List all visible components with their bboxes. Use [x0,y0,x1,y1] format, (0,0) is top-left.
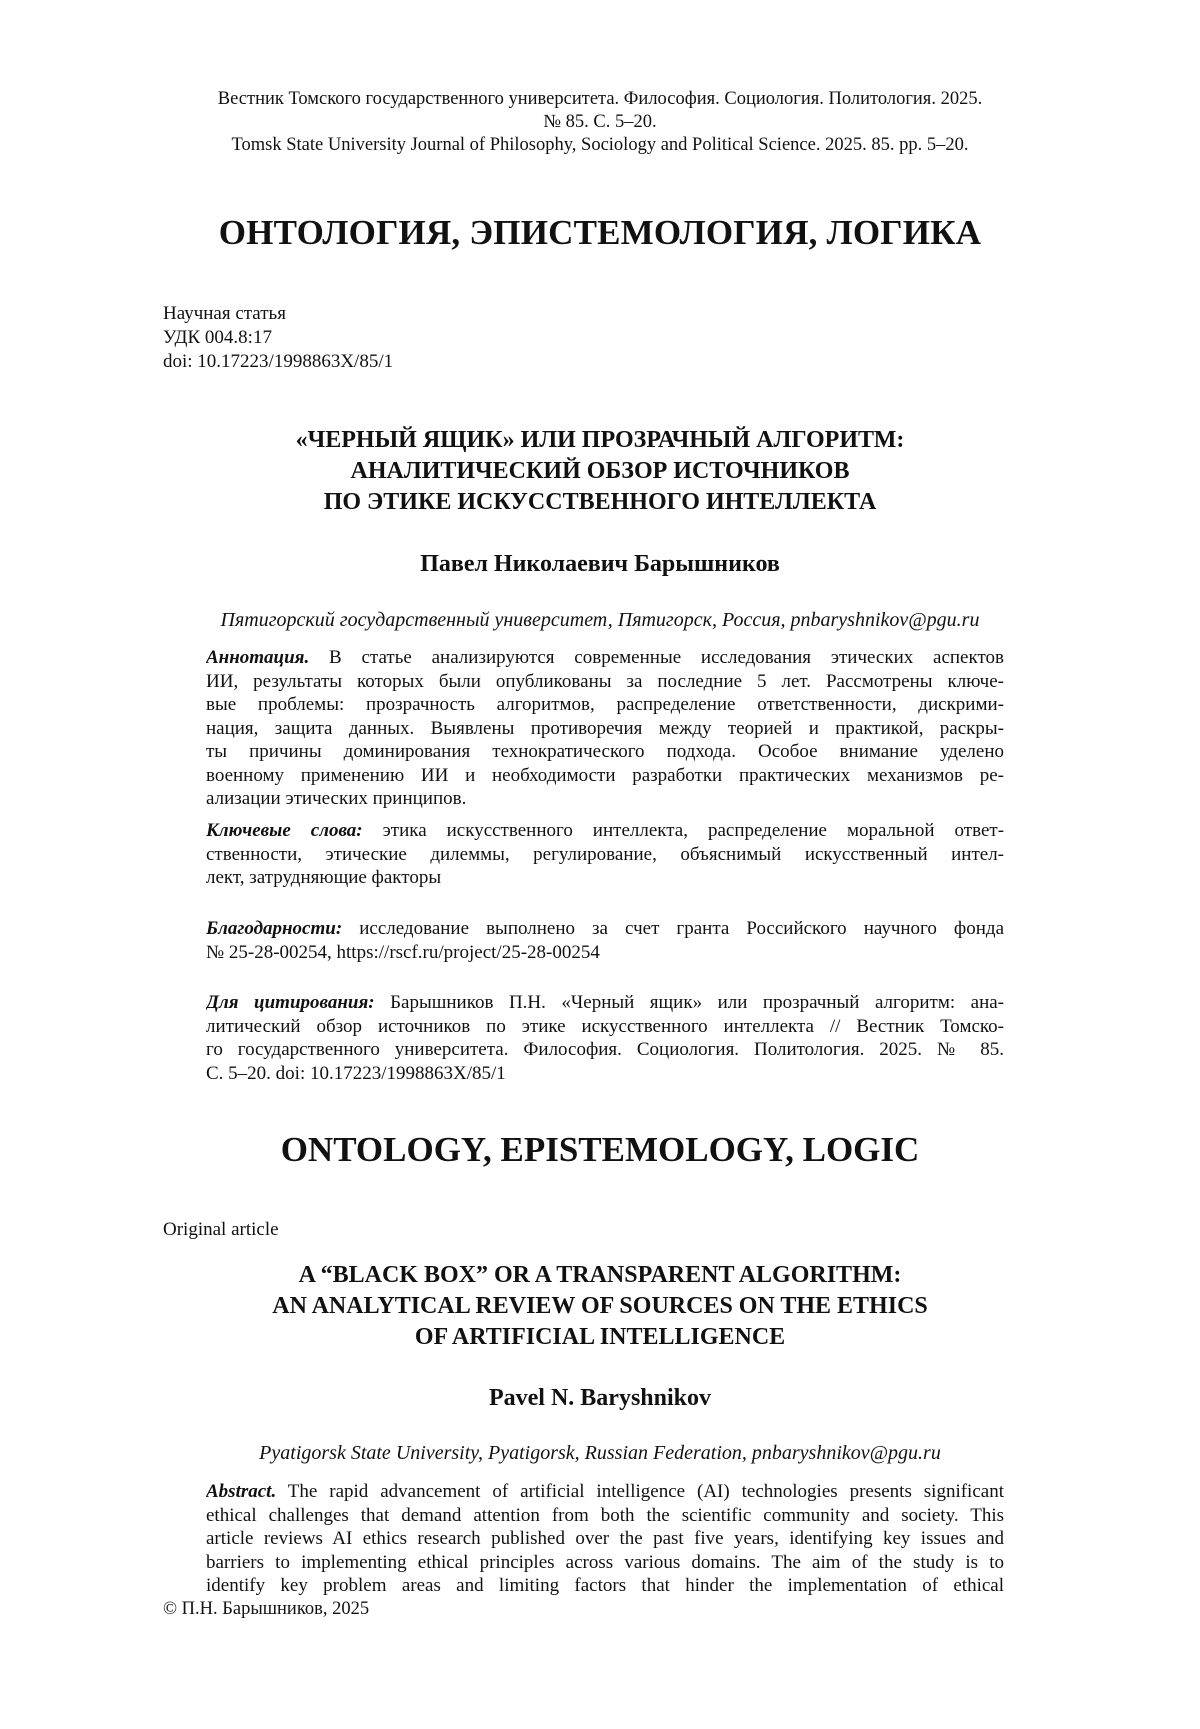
abstract-text-line: ализации этических принципов. [206,788,467,809]
abstract-ru [206,646,1004,811]
article-meta-ru [163,302,393,374]
affiliation-ru: Пятигорский государственный университет, Пятигорск, Россия, pnbaryshnikov@pgu.ru [220,609,980,631]
cite-text-line: С. 5–20. doi: 10.17223/1998863X/85/1 [206,1062,506,1084]
author-name-ru: Павел Николаевич Барышников [420,551,780,577]
article-title-en [0,1260,1200,1353]
journal-line-3: Tomsk State University Journal of Philosophy, Sociology and Political Science. 2025. 85. pp. 5–20. [231,135,969,155]
abstract-label-ru: Аннотация. [206,647,310,668]
title-line: АНАЛИТИЧЕСКИЙ ОБЗОР ИСТОЧНИКОВ [350,458,850,484]
cite-text-line: го государственного университета. Философия. Социология. Политология. 2025. № 85. [206,1039,1004,1060]
title-line: «ЧЕРНЫЙ ЯЩИК» ИЛИ ПРОЗРАЧНЫЙ АЛГОРИТМ: [295,427,905,453]
ack-text-line: исследование выполнено за счет гранта Российского научного фонда [359,918,1004,939]
journal-line-1: Вестник Томского государственного университета. Философия. Социология. Политология. 2025. [217,89,983,109]
ack-text-line[interactable]: № 25-28-00254, https://rscf.ru/project/25-28-00254 [206,941,600,963]
abstract-text-line: ИИ, результаты которых были опубликованы за последние 5 лет. Рассмотрены ключе- [206,670,1004,692]
keywords-label-ru: Ключевые слова: [206,820,363,841]
udk-code: УДК 004.8:17 [163,327,272,348]
abstract-en [206,1480,1004,1598]
abstract-label-en: Abstract. [206,1481,277,1502]
keywords-text-line: ственности, этические дилеммы, регулирование, объяснимый искусственный интел- [206,843,1004,865]
keywords-text-line: лект, затрудняющие факторы [206,867,442,888]
abstract-text-line: identify key problem areas and limiting factors that hinder the implementation of ethical [206,1575,1004,1596]
abstract-text-line: военному применению ИИ и необходимости разработки практических механизмов ре- [206,764,1004,786]
section-heading-ru: ОНТОЛОГИЯ, ЭПИСТЕМОЛОГИЯ, ЛОГИКА [218,213,982,252]
ack-label-ru: Благодарности: [206,918,343,939]
citation-ru [206,991,1004,1085]
abstract-text-line: The rapid advancement of artificial intelligence (AI) technologies presents significant [287,1481,1004,1502]
abstract-text-line: ты причины доминирования технократического подхода. Особое внимание уделено [206,741,1004,762]
cite-label-ru: Для цитирования: [206,992,375,1013]
acknowledgements-ru [206,917,1004,964]
title-line: AN ANALYTICAL REVIEW OF SOURCES ON THE ETHICS [272,1293,928,1319]
abstract-text-line: нация, защита данных. Выявлены противоречия между теорией и практикой, раскры- [206,717,1004,739]
article-title-ru [0,425,1200,518]
journal-header [150,88,1050,157]
abstract-text-line: вые проблемы: прозрачность алгоритмов, распределение ответственности, дискрими- [206,694,1004,715]
cite-text-line: литический обзор источников по этике искусственного интеллекта // Вестник Томско- [206,1015,1004,1037]
section-heading-en: ONTOLOGY, EPISTEMOLOGY, LOGIC [280,1130,920,1169]
affiliation-en: Pyatigorsk State University, Pyatigorsk, Russian Federation, pnbaryshnikov@pgu.ru [259,1442,941,1464]
article-type-en: Original article [163,1219,279,1240]
doi-ru[interactable]: doi: 10.17223/1998863X/85/1 [163,351,394,372]
abstract-text-line: barriers to implementing ethical principles across various domains. The aim of the study is to [206,1551,1004,1573]
abstract-text-line: В статье анализируются современные исследования этических аспектов [329,647,1004,668]
abstract-text-line: article reviews AI ethics research published over the past five years, identifying key issues and [206,1528,1004,1549]
author-name-en: Pavel N. Baryshnikov [488,1385,712,1411]
article-type-ru: Научная статья [163,303,286,324]
title-line: ПО ЭТИКЕ ИСКУССТВЕННОГО ИНТЕЛЛЕКТА [323,489,877,515]
keywords-ru [206,819,1004,890]
journal-line-2: № 85. С. 5–20. [543,112,657,132]
title-line: OF ARTIFICIAL INTELLIGENCE [414,1324,786,1350]
cite-text-line: Барышников П.Н. «Черный ящик» или прозрачный алгоритм: ана- [390,992,1004,1013]
title-line: A “BLACK BOX” OR A TRANSPARENT ALGORITHM: [298,1262,902,1288]
keywords-text-line: этика искусственного интеллекта, распределение моральной ответ- [382,820,1004,841]
copyright-notice: © П.Н. Барышников, 2025 [163,1599,370,1619]
abstract-text-line: ethical challenges that demand attention from both the scientific community and society. This [206,1504,1004,1526]
